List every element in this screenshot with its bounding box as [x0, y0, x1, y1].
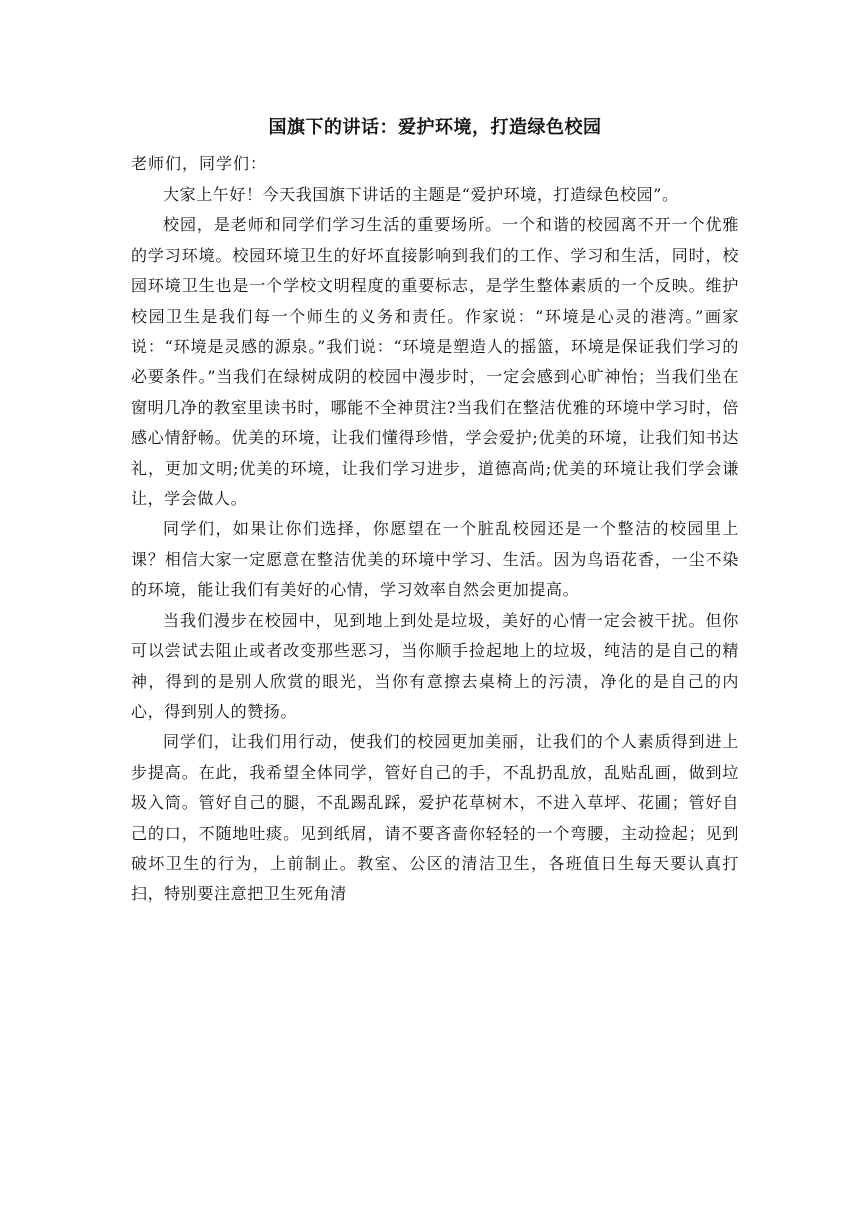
salutation: 老师们，同学们： — [131, 154, 268, 173]
document-title: 国旗下的讲话：爱护环境，打造绿色校园 — [268, 117, 602, 138]
paragraph-greeting: 大家上午好！今天我国旗下讲话的主题是“爱护环境，打造绿色校园”。 — [163, 185, 679, 204]
paragraph-choice: 同学们，如果让你们选择，你愿望在一个脏乱校园还是一个整洁的校园里上课？相信大家一定愿意在整洁优美的环境中学习、生活。因为鸟语花香，一尘不染的环境，能让我们有美好的心情，学习效率自然会更加提高。 — [131, 519, 739, 600]
document-page — [131, 108, 739, 910]
paragraph-campus-environment: 校园，是老师和同学们学习生活的重要场所。一个和谐的校园离不开一个优雅的学习环境。校园环境卫生的好坏直接影响到我们的工作、学习和生活，同时，校园环境卫生也是一个学校文明程度的重要标志，是学生整体素质的一个反映。维护校园卫生是我们每一个师生的义务和责任。作家说：“环境是心灵的港湾。”画家说：“环境是灵感的源泉。”我们说：“环境是塑造人的摇篮，环境是保证我们学习的必要条件。”当我们在绿树成阴的校园中漫步时，一定会感到心旷神怡；当我们坐在窗明几净的教室里读书时，哪能不全神贯注?当我们在整洁优雅的环境中学习时，倍感心情舒畅。优美的环境，让我们懂得珍惜，学会爱护;优美的环境，让我们知书达礼，更加文明;优美的环境，让我们学习进步，道德高尚;优美的环境让我们学会谦让，学会做人。 — [131, 215, 739, 509]
paragraph-walking: 当我们漫步在校园中，见到地上到处是垃圾，美好的心情一定会被干扰。但你可以尝试去阻止或者改变那些恶习，当你顺手捡起地上的垃圾，纯洁的是自己的精神，得到的是别人欣赏的眼光，当你有意擦去桌椅上的污渍，净化的是自己的内心，得到别人的赞扬。 — [131, 610, 739, 721]
paragraph-action: 同学们，让我们用行动，使我们的校园更加美丽，让我们的个人素质得到进上步提高。在此，我希望全体同学，管好自己的手，不乱扔乱放，乱贴乱画，做到垃圾入筒。管好自己的腿，不乱踢乱踩，爱护花草树木，不进入草坪、花圃；管好自己的口，不随地吐痰。见到纸屑，请不要吝啬你轻轻的一个弯腰，主动捡起；见到破坏卫生的行为，上前制止。教室、公区的清洁卫生，各班值日生每天要认真打扫，特别要注意把卫生死角清 — [131, 732, 739, 904]
